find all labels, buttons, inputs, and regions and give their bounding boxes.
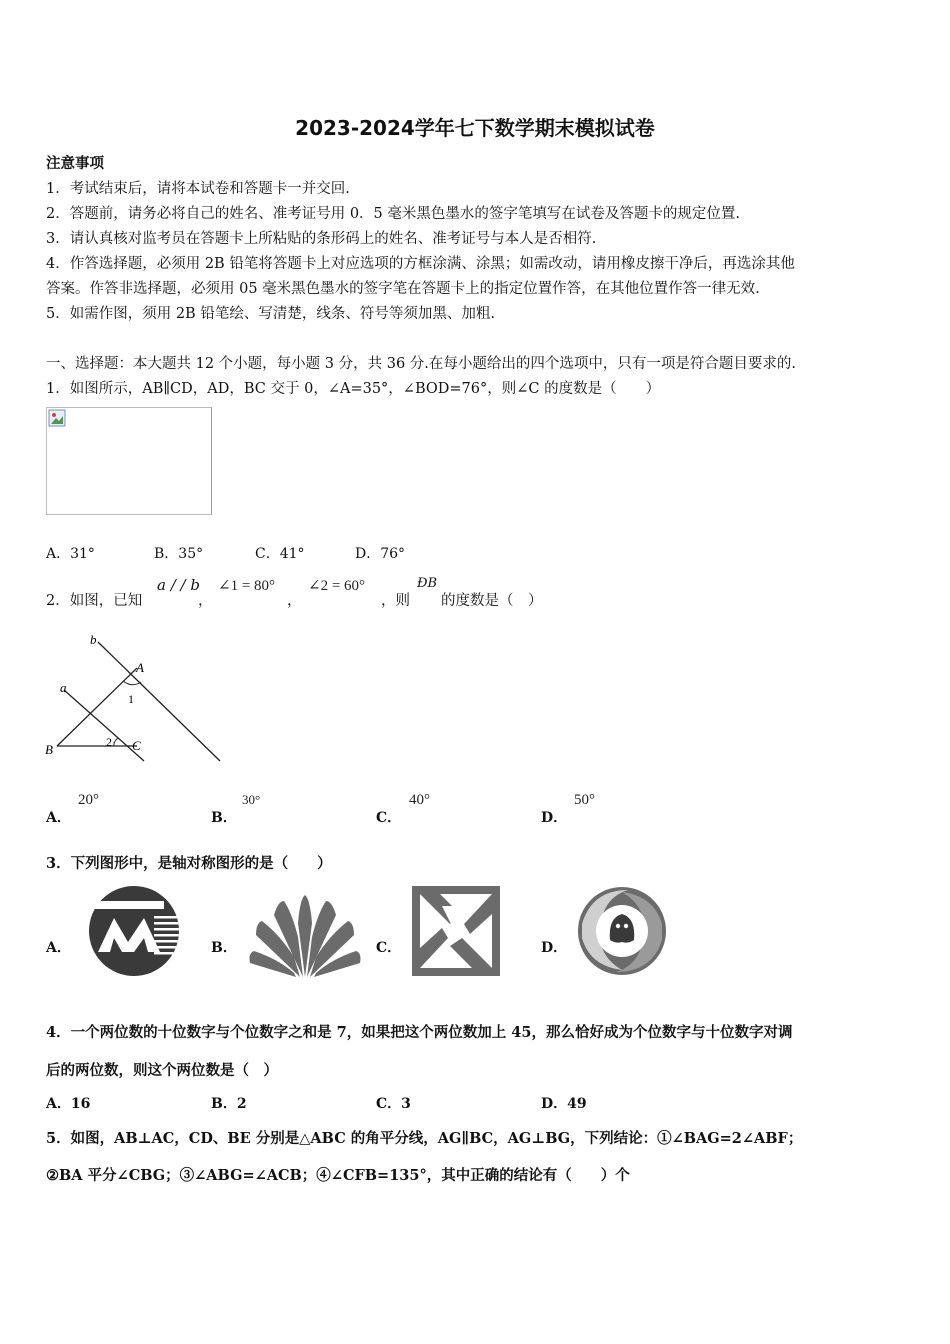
math-angle-b: ÐB [417,576,438,591]
notice-item: 5．如需作图，须用 2B 铅笔绘、写清楚，线条、符号等须加黑、加粗. [46,306,495,322]
q1-option-d: D．76° [355,546,406,562]
label-angle-2: 2 [106,735,112,749]
question-1-stem: 1．如图所示，AB∥CD，AD，BC 交于 0，∠A=35°，∠BOD=76°，则∠C 的度数是（ ） [46,381,661,397]
swirl-logo-figure [578,884,666,978]
q3-label-b: B． [211,940,237,956]
q2-label-b: B． [211,810,237,826]
notice-item: 1．考试结束后，请将本试卷和答题卡一并交回. [46,181,350,197]
punct: ， [287,593,302,609]
q3-label-d: D． [541,940,568,956]
q4-option-d: D．49 [541,1096,587,1112]
notice-item: 3．请认真核对监考员在答题卡上所粘贴的条形码上的姓名、准考证号与本人是否相符. [46,231,597,247]
question-2-prefix: 2．如图，已知 [46,593,143,609]
label-b-point: B [45,742,53,757]
angle-2-arc [114,738,118,746]
segment-ba [57,668,137,746]
notice-item: 2．答题前，请务必将自己的姓名、准考证号用 0．5 毫米黑色墨水的签字笔填写在试卷及答题卡的规定位置. [46,206,740,222]
math-angle-1: ∠1 = 80° [218,578,276,594]
label-angle-1: 1 [128,692,134,706]
broken-image-placeholder [46,407,212,515]
question-2-mid: ，则 [381,593,410,609]
section-heading: 一、选择题：本大题共 12 个小题，每小题 3 分，共 36 分.在每小题给出的四个选项中，只有一项是符合题目要求的. [46,356,796,372]
question-3-stem: 3．下列图形中，是轴对称图形的是（ ） [46,855,332,872]
question-4-line2: 后的两位数，则这个两位数是（ ） [46,1062,278,1079]
q2-label-c: C． [376,810,402,826]
label-b: b [90,632,97,647]
q1-option-a: A．31° [46,546,95,562]
q2-label-d: D． [541,810,568,826]
q2-value-c: 40° [409,792,430,808]
q4-option-a: A．16 [46,1096,91,1112]
question-4-line1: 4．一个两位数的十位数字与个位数字之和是 7，如果把这个两位数加上 45，那么恰好成为个位数字与十位数字对调 [46,1024,793,1041]
notice-heading: 注意事项 [46,155,104,172]
label-c-point: C [132,738,141,753]
q4-option-b: B．2 [211,1096,247,1112]
q2-value-a: 20° [78,792,99,808]
math-a-parallel-b: a / / b [157,576,200,594]
question-5-line2: ②BA 平分∠CBG；③∠ABG=∠ACB；④∠CFB=135°，其中正确的结论有（ ）个 [46,1167,630,1184]
punct: ， [198,593,213,609]
broken-image-icon [48,409,66,427]
q1-option-c: C．41° [255,546,305,562]
q2-label-a: A． [46,810,71,826]
math-angle-2: ∠2 = 60° [308,578,366,594]
q3-label-a: A． [46,940,71,956]
label-a-line: a [60,680,67,695]
notice-item: 4．作答选择题，必须用 2B 铅笔将答题卡上对应选项的方框涂满、涂黑；如需改动，请用橡皮擦干净后，再选涂其他 [46,256,795,272]
notice-item: 答案。作答非选择题，必须用 05 毫米黑色墨水的签字笔在答题卡上的指定位置作答，在其他位置作答一律无效. [46,281,760,297]
square-logo-figure [412,886,500,976]
q2-figure [40,628,230,768]
q1-option-b: B．35° [154,546,204,562]
question-5-line1: 5．如图，AB⊥AC，CD、BE 分别是△ABC 的角平分线，AG∥BC，AG⊥BG，下列结论：①∠BAG=2∠ABF； [46,1130,803,1147]
petal-logo-figure [248,893,362,979]
line-b [98,642,220,761]
q3-label-c: C． [376,940,402,956]
page-title: 2023-2024学年七下数学期末模拟试卷 [295,116,655,140]
label-a-point: A [136,660,144,675]
question-2-suffix: 的度数是（ ） [441,593,543,609]
metro-logo-figure [84,886,184,976]
q4-option-c: C．3 [376,1096,411,1112]
q2-value-d: 50° [574,792,595,808]
q2-value-b: 30° [242,792,261,807]
